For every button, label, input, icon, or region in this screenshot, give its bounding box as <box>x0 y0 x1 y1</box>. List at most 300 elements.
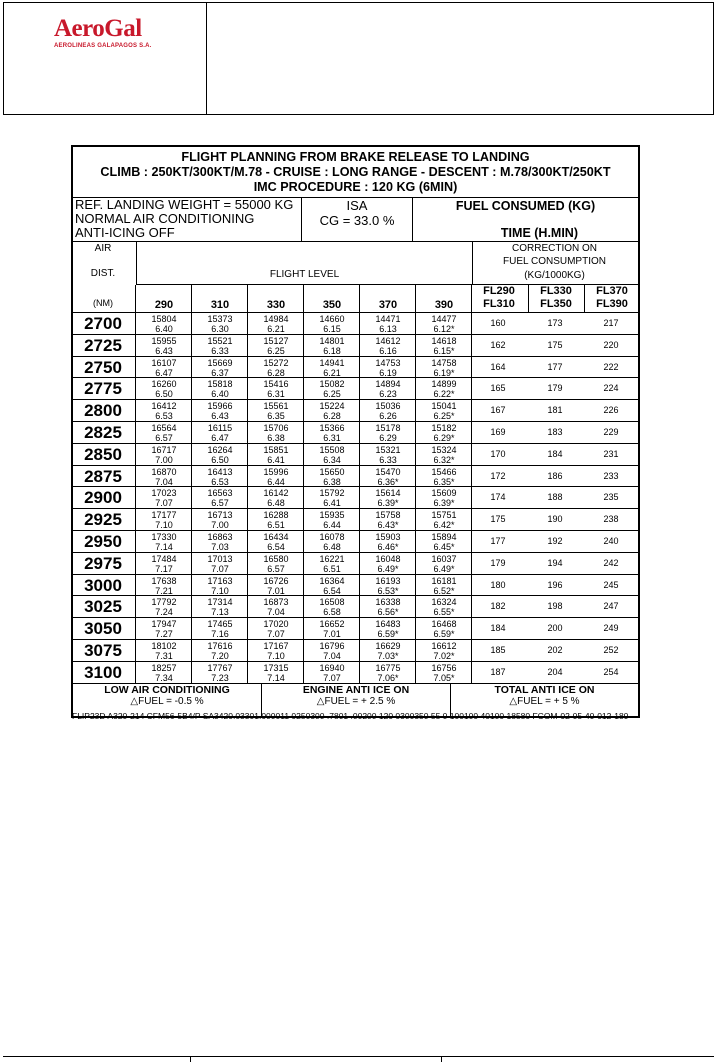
table-row <box>73 466 638 488</box>
fuel-value: 15178 <box>375 423 401 433</box>
time-value: 7.04 <box>323 651 341 661</box>
fuel-time-cell <box>360 336 416 356</box>
fuel-time-cell <box>136 379 192 399</box>
correction-value: 200 <box>547 623 563 634</box>
fuel-value: 16508 <box>319 597 345 608</box>
fuel-time-cell <box>192 423 248 443</box>
fuel-time-cell <box>416 554 472 574</box>
fuel-time-cell <box>360 663 416 683</box>
time-value: 6.44 <box>267 476 285 487</box>
fuel-time-cell <box>136 663 192 683</box>
correction-value: 179 <box>547 383 563 394</box>
fuel-time-cell <box>192 336 248 356</box>
time-value: 7.00 <box>211 520 229 531</box>
fuel-time-cell <box>192 597 248 617</box>
flight-level-header: 290 <box>154 299 174 311</box>
time-value: 6.53 <box>211 476 229 487</box>
time-value: 7.10 <box>155 520 173 531</box>
correction-value: 194 <box>547 557 563 568</box>
fuel-time-cell <box>304 510 360 530</box>
fuel-value: 16048 <box>375 553 401 564</box>
fuel-value: 17638 <box>151 575 177 586</box>
correction-value: 164 <box>490 361 506 372</box>
fuel-value: 15366 <box>319 423 345 433</box>
time-value: 6.22* <box>433 389 455 400</box>
correction-value: 172 <box>490 470 506 481</box>
fuel-time-cell <box>192 663 248 683</box>
fuel-value: 16181 <box>431 575 457 586</box>
table-row <box>73 618 638 640</box>
flight-planning-table <box>71 145 640 718</box>
air-distance: 2750 <box>84 357 122 377</box>
dist-label: DIST. <box>90 268 116 279</box>
fuel-value: 14477 <box>431 314 457 324</box>
time-value: 7.27 <box>155 629 173 640</box>
fuel-time-cell <box>192 532 248 552</box>
time-value: 6.54 <box>267 542 285 552</box>
fuel-time-cell <box>136 401 192 421</box>
table-row <box>73 444 638 466</box>
fuel-time-cell <box>192 379 248 399</box>
time-value: 6.57 <box>155 433 173 443</box>
time-value: 6.19 <box>379 367 397 378</box>
conditions-left <box>73 197 302 241</box>
fuel-value: 14941 <box>319 357 345 368</box>
column-divider <box>303 285 304 684</box>
fuel-time-cell <box>248 488 304 508</box>
time-value: 6.47 <box>211 433 229 443</box>
fuel-value: 17013 <box>207 553 233 564</box>
fuel-value: 15041 <box>431 401 457 412</box>
fuel-time-cell <box>304 445 360 465</box>
fuel-time-cell <box>416 576 472 596</box>
correction-value: 192 <box>547 536 563 546</box>
column-divider <box>471 285 472 684</box>
flight-level-header: 330 <box>266 299 286 311</box>
fuel-value: 16078 <box>319 532 345 542</box>
fuel-consumed-label: FUEL CONSUMED (KG) <box>455 199 596 213</box>
time-value: 6.51 <box>267 520 285 531</box>
time-value: 6.30 <box>211 324 229 334</box>
time-value: 7.34 <box>155 672 173 683</box>
fuel-value: 16413 <box>207 466 233 477</box>
fuel-value: 17330 <box>151 532 177 542</box>
correction-value: 177 <box>490 536 506 546</box>
time-value: 6.18 <box>323 345 341 356</box>
fuel-value: 16775 <box>375 662 401 673</box>
correction-box <box>471 242 638 285</box>
fuel-value: 16221 <box>319 553 345 564</box>
fuel-time-cell <box>304 641 360 661</box>
air-distance: 2950 <box>84 532 122 551</box>
fuel-value: 17767 <box>207 662 233 673</box>
correction-value: 160 <box>490 318 506 328</box>
time-value: 6.25 <box>323 389 341 400</box>
fuel-value: 15758 <box>375 510 401 521</box>
fuel-time-cell <box>304 379 360 399</box>
table-row <box>73 575 638 597</box>
correction-value: 185 <box>490 645 506 655</box>
fuel-value: 16364 <box>319 575 345 586</box>
time-value: 6.49* <box>377 563 399 574</box>
fuel-value: 16940 <box>319 662 345 673</box>
fuel-value: 14660 <box>319 314 345 324</box>
time-value: 7.07 <box>267 629 285 640</box>
fuel-time-cell <box>136 467 192 487</box>
time-value: 7.14 <box>155 542 173 552</box>
correction-line-3: (KG/1000KG) <box>524 270 585 281</box>
correction-level-header: FL350 <box>540 298 572 310</box>
table-title <box>73 147 638 198</box>
time-value: 7.06* <box>377 672 399 683</box>
time-value: 6.58 <box>323 607 341 618</box>
air-distance: 2875 <box>84 466 122 486</box>
fuel-time-cell <box>360 532 416 552</box>
time-value: 6.52* <box>433 585 455 596</box>
fuel-value: 16863 <box>207 532 233 542</box>
fuel-time-cell <box>360 358 416 378</box>
fuel-value: 16037 <box>431 553 457 564</box>
fuel-time-cell <box>192 314 248 334</box>
correction-line-2: FUEL CONSUMPTION <box>503 256 606 267</box>
time-value: 7.02* <box>433 651 455 661</box>
column-divider <box>415 285 416 684</box>
fuel-value: 16107 <box>151 357 177 368</box>
logo-tagline: AEROLINEAS GALAPAGOS S.A. <box>54 43 152 49</box>
fuel-value: 16338 <box>375 597 401 608</box>
time-value: 7.21 <box>155 585 173 596</box>
fuel-time-cell <box>416 379 472 399</box>
time-value: 7.03 <box>211 542 229 552</box>
fuel-value: 16324 <box>431 597 457 608</box>
fuel-time-cell <box>136 576 192 596</box>
fuel-value: 16142 <box>263 488 289 499</box>
time-value: 6.57 <box>267 563 285 574</box>
fuel-time-cell <box>248 510 304 530</box>
cg-label: CG = 33.0 % <box>319 213 395 228</box>
fuel-value: 16193 <box>375 575 401 586</box>
engine-anti-ice-value: △FUEL = + 2.5 % <box>316 696 396 707</box>
time-value: 6.34 <box>323 454 341 465</box>
time-value: 6.38 <box>323 476 341 487</box>
time-value: 7.01 <box>267 585 285 596</box>
footer-divider-2 <box>441 1056 442 1062</box>
time-value: 6.53* <box>377 585 399 596</box>
fuel-value: 15706 <box>263 423 289 433</box>
fuel-value: 14471 <box>375 314 401 324</box>
correction-value: 204 <box>547 666 563 677</box>
fuel-value: 17947 <box>151 619 177 630</box>
fuel-time-cell <box>304 554 360 574</box>
fuel-time-cell <box>192 401 248 421</box>
fuel-time-cell <box>136 488 192 508</box>
title-line-1: FLIGHT PLANNING FROM BRAKE RELEASE TO LANDING <box>181 150 530 164</box>
fuel-value: 16873 <box>263 597 289 608</box>
correction-value: 187 <box>490 666 506 677</box>
fuel-value: 15669 <box>207 357 233 368</box>
fuel-time-cell <box>416 423 472 443</box>
time-value: 6.40 <box>211 389 229 400</box>
fuel-time-cell <box>136 532 192 552</box>
fuel-time-cell <box>248 336 304 356</box>
fuel-value: 16870 <box>151 466 177 477</box>
fuel-value: 18102 <box>151 641 177 651</box>
column-divider <box>135 285 136 684</box>
fuel-value: 15818 <box>207 379 233 390</box>
fuel-time-cell <box>248 423 304 443</box>
fuel-value: 16288 <box>263 510 289 521</box>
fuel-value: 15466 <box>431 466 457 477</box>
fuel-value: 14618 <box>431 335 457 346</box>
reference-code: FLIP23D A320-214 CFM56-5B4/P SA3420.03301.000011 0250300 .7801 .00200 120 0300350 55 0 100100 40100 18580 FCOM-02-05-40-012-180 <box>72 711 629 721</box>
time-value: 6.15 <box>323 324 341 334</box>
correction-value: 174 <box>490 492 506 503</box>
fuel-value: 15804 <box>151 314 177 324</box>
fuel-time-cell <box>416 401 472 421</box>
correction-value: 233 <box>603 470 619 481</box>
fuel-value: 14758 <box>431 357 457 368</box>
table-row <box>73 357 638 379</box>
time-value: 7.04 <box>155 476 173 487</box>
fuel-value: 15321 <box>375 444 401 455</box>
fuel-value: 16260 <box>151 379 177 390</box>
fuel-value: 15508 <box>319 444 345 455</box>
fuel-value: 16713 <box>207 510 233 521</box>
correction-value: 247 <box>603 601 619 612</box>
fuel-time-cell <box>416 641 472 661</box>
time-value: 6.41 <box>267 454 285 465</box>
fuel-value: 15272 <box>263 357 289 368</box>
correction-value: 184 <box>490 623 506 634</box>
fuel-value: 15373 <box>207 314 233 324</box>
fuel-time-cell <box>192 554 248 574</box>
column-divider <box>359 285 360 684</box>
fuel-time-cell <box>416 358 472 378</box>
fuel-value: 15127 <box>263 335 289 346</box>
fuel-value: 14984 <box>263 314 289 324</box>
correction-value: 229 <box>603 427 619 437</box>
correction-value: 254 <box>603 666 619 677</box>
air-distance: 2825 <box>84 423 122 442</box>
time-label: TIME (H.MIN) <box>500 226 578 240</box>
fuel-time-cell <box>416 488 472 508</box>
table-row <box>73 509 638 531</box>
correction-value: 252 <box>603 645 619 655</box>
air-distance: 2975 <box>84 553 122 573</box>
correction-value: 220 <box>603 339 619 350</box>
fuel-value: 17023 <box>151 488 177 499</box>
fuel-time-cell <box>416 314 472 334</box>
table-row <box>73 400 638 422</box>
time-value: 6.48 <box>267 498 285 509</box>
fuel-time-cell <box>416 532 472 552</box>
correction-value: 162 <box>490 339 506 350</box>
time-value: 6.57 <box>211 498 229 509</box>
air-distance: 3075 <box>84 641 122 660</box>
correction-value: 170 <box>490 448 506 459</box>
low-ac-label: LOW AIR CONDITIONING <box>104 684 230 696</box>
flight-level-label: FLIGHT LEVEL <box>269 269 340 280</box>
fuel-time-cell <box>360 445 416 465</box>
time-value: 6.44 <box>323 520 341 531</box>
fuel-value: 15224 <box>319 401 345 412</box>
time-value: 7.04 <box>267 607 285 618</box>
fuel-time-cell <box>360 314 416 334</box>
fuel-time-cell <box>136 314 192 334</box>
correction-value: 175 <box>490 514 506 525</box>
time-value: 7.05* <box>433 672 455 683</box>
correction-value: 165 <box>490 383 506 394</box>
correction-value: 175 <box>547 339 563 350</box>
fuel-value: 16629 <box>375 641 401 651</box>
header-divider <box>206 3 207 114</box>
correction-value: 169 <box>490 427 506 437</box>
time-value: 6.56* <box>377 607 399 618</box>
anti-icing: ANTI-ICING OFF <box>75 225 175 240</box>
time-value: 6.26 <box>379 411 397 422</box>
fuel-value: 15955 <box>151 335 177 346</box>
time-value: 6.43 <box>211 411 229 422</box>
fuel-time-cell <box>248 379 304 399</box>
correction-value: 245 <box>603 579 619 590</box>
correction-value: 177 <box>547 361 563 372</box>
fuel-value: 15324 <box>431 444 457 455</box>
fuel-time-cell <box>248 532 304 552</box>
fuel-value: 17484 <box>151 553 177 564</box>
fuel-value: 16612 <box>431 641 457 651</box>
table-row <box>73 335 638 357</box>
time-value: 7.00 <box>155 454 173 465</box>
fuel-value: 16115 <box>207 423 233 433</box>
title-line-3: IMC PROCEDURE : 120 KG (6MIN) <box>253 180 458 194</box>
air-label: AIR <box>94 243 112 254</box>
fuel-time-cell <box>136 445 192 465</box>
conditions-mid <box>302 197 413 241</box>
fuel-value: 16726 <box>263 575 289 586</box>
table-row <box>73 487 638 509</box>
table-row <box>73 596 638 618</box>
fuel-value: 15036 <box>375 401 401 412</box>
time-value: 6.28 <box>323 411 341 422</box>
fuel-value: 15521 <box>207 335 233 346</box>
time-value: 6.31 <box>267 389 285 400</box>
fuel-time-cell <box>248 597 304 617</box>
fuel-value: 14612 <box>375 335 401 346</box>
fuel-time-cell <box>136 358 192 378</box>
page-bottom-rule <box>3 1056 714 1057</box>
fuel-value: 17315 <box>263 662 289 673</box>
nm-label: (NM) <box>93 298 113 308</box>
air-distance: 2850 <box>84 444 122 464</box>
fuel-time-cell <box>248 663 304 683</box>
fuel-time-cell <box>192 488 248 508</box>
fuel-time-cell <box>416 336 472 356</box>
fuel-value: 15182 <box>431 423 457 433</box>
time-value: 7.01 <box>323 629 341 640</box>
flight-level-header: 310 <box>210 299 230 311</box>
fuel-value: 15416 <box>263 379 289 390</box>
fuel-value: 16796 <box>319 641 345 651</box>
fuel-value: 16468 <box>431 619 457 630</box>
fuel-time-cell <box>136 554 192 574</box>
fuel-time-cell <box>360 597 416 617</box>
time-value: 6.43* <box>377 520 399 531</box>
correction-line-1: CORRECTION ON <box>512 243 597 254</box>
fuel-value: 15751 <box>431 510 457 521</box>
correction-level-header: FL290 <box>483 285 515 297</box>
fuel-value: 15966 <box>207 401 233 412</box>
air-distance: 3000 <box>84 575 122 595</box>
table-row <box>73 378 638 400</box>
time-value: 6.36* <box>377 476 399 487</box>
time-value: 6.35 <box>267 411 285 422</box>
time-value: 7.14 <box>267 672 285 683</box>
table-row <box>73 313 638 335</box>
document-header <box>3 2 714 115</box>
fuel-time-cell <box>360 554 416 574</box>
fuel-time-cell <box>360 467 416 487</box>
time-value: 6.21 <box>323 367 341 378</box>
fuel-value: 14899 <box>431 379 457 390</box>
fuel-value: 15609 <box>431 488 457 499</box>
correction-value: 179 <box>490 557 506 568</box>
correction-value: 217 <box>603 318 619 328</box>
correction-value: 222 <box>603 361 619 372</box>
time-value: 6.37 <box>211 367 229 378</box>
table-row <box>73 531 638 553</box>
fuel-time-cell <box>192 445 248 465</box>
time-value: 6.21 <box>267 324 285 334</box>
time-value: 7.10 <box>211 585 229 596</box>
fuel-time-cell <box>192 619 248 639</box>
fuel-time-cell <box>360 401 416 421</box>
footer-divider-1 <box>190 1056 191 1062</box>
time-value: 6.16 <box>379 345 397 356</box>
low-ac-value: △FUEL = -0.5 % <box>130 696 204 707</box>
fuel-value: 15894 <box>431 532 457 542</box>
air-distance: 3050 <box>84 619 122 639</box>
air-distance: 2925 <box>84 510 122 530</box>
time-value: 6.51 <box>323 563 341 574</box>
fuel-time-cell <box>360 379 416 399</box>
fuel-time-cell <box>136 619 192 639</box>
table-row <box>73 662 638 684</box>
fuel-time-cell <box>304 423 360 443</box>
fuel-value: 15935 <box>319 510 345 521</box>
fuel-value: 15996 <box>263 466 289 477</box>
time-value: 6.38 <box>267 433 285 443</box>
correction-value: 173 <box>547 318 563 328</box>
fuel-value: 15470 <box>375 466 401 477</box>
air-distance: 2700 <box>84 314 122 333</box>
fuel-time-cell <box>416 445 472 465</box>
fuel-value: 17163 <box>207 575 233 586</box>
flight-level-header: 370 <box>378 299 398 311</box>
fuel-value: 15614 <box>375 488 401 499</box>
fuel-value: 17465 <box>207 619 233 630</box>
fuel-value: 16434 <box>263 532 289 542</box>
fuel-time-cell <box>304 597 360 617</box>
fuel-time-cell <box>360 576 416 596</box>
total-anti-ice-value: △FUEL = + 5 % <box>509 696 580 707</box>
air-distance: 2725 <box>84 335 122 355</box>
time-value: 6.15* <box>433 345 455 356</box>
correction-value: 249 <box>603 623 619 634</box>
fuel-value: 15561 <box>263 401 289 412</box>
time-value: 6.55* <box>433 607 455 618</box>
correction-value: 224 <box>603 383 619 394</box>
fuel-time-cell <box>192 467 248 487</box>
